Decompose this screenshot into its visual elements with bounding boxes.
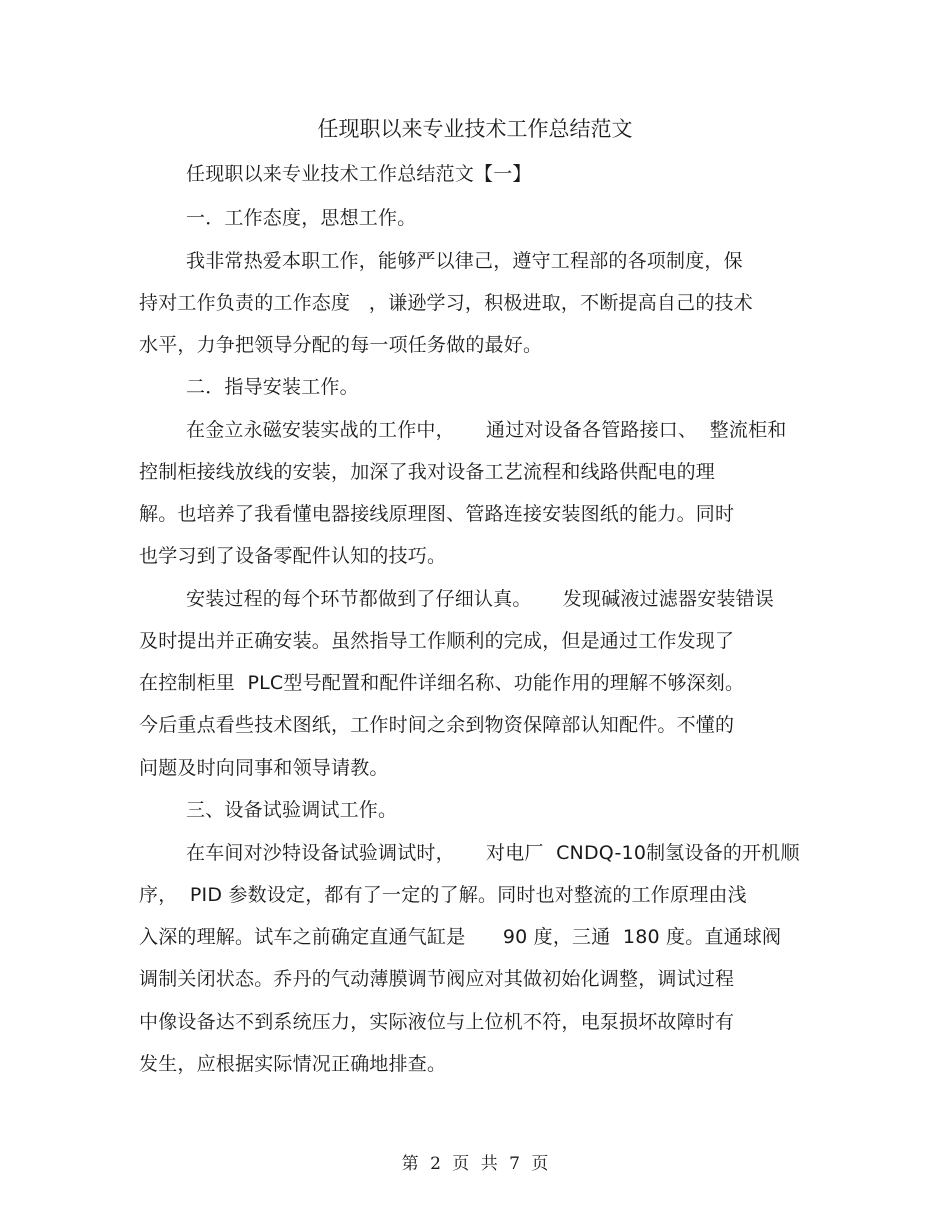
- subheading-attitude: 一．工作态度，思想工作。: [186, 207, 417, 229]
- paragraph-line: 在车间对沙特设备试验调试时， 对电厂 CNDQ-10制氢设备的开机顺: [186, 842, 800, 864]
- paragraph-line: 问题及时向同事和领导请教。: [139, 757, 389, 779]
- paragraph-line: 序， PID 参数设定，都有了一定的了解。同时也对整流的工作原理由浅: [139, 884, 747, 906]
- paragraph-line: 解。也培养了我看懂电器接线原理图、管路连接安装图纸的能力。同时: [139, 503, 735, 525]
- paragraph-line: 安装过程的每个环节都做到了仔细认真。 发现碱液过滤器安装错误: [186, 588, 774, 610]
- paragraph-line: 水平，力争把领导分配的每一项任务做的最好。: [139, 334, 543, 356]
- paragraph-line: 控制柜接线放线的安装，加深了我对设备工艺流程和线路供配电的理: [139, 461, 716, 483]
- subheading-install: 二．指导安装工作。: [186, 376, 359, 398]
- paragraph-line: 今后重点看些技术图纸，工作时间之余到物资保障部认知配件。不懂的: [139, 714, 735, 736]
- paragraph-line: 持对工作负责的工作态度 ，谦逊学习，积极进取，不断提高自己的技术: [139, 292, 753, 314]
- paragraph-line: 在金立永磁安装实战的工作中， 通过对设备各管路接口、 整流柜和: [186, 419, 787, 441]
- page-footer: 第 2 页 共 7 页: [401, 1154, 549, 1174]
- paragraph-line: 发生，应根据实际情况正确地排查。: [139, 1053, 447, 1075]
- paragraph-line: 中像设备达不到系统压力，实际液位与上位机不符，电泵损坏故障时有: [139, 1011, 735, 1033]
- paragraph-line: 在控制柜里 PLC型号配置和配件详细名称、功能作用的理解不够深刻。: [139, 672, 745, 694]
- paragraph-line: 我非常热爱本职工作，能够严以律己，遵守工程部的各项制度，保: [186, 250, 743, 272]
- paragraph-line: 也学习到了设备零配件认知的技巧。: [139, 545, 447, 567]
- subheading-testing: 三、设备试验调试工作。: [186, 799, 398, 821]
- paragraph-line: 调制关闭状态。乔丹的气动薄膜调节阀应对其做初始化调整，调试过程: [139, 968, 735, 990]
- paragraph-line: 及时提出并正确安装。虽然指导工作顺利的完成，但是通过工作发现了: [139, 630, 735, 652]
- paragraph-line: 入深的理解。试车之前确定直通气缸是 90 度，三通 180 度。直通球阀: [139, 926, 782, 948]
- section-heading-1: 任现职以来专业技术工作总结范文【一】: [186, 163, 532, 185]
- page-title: 任现职以来专业技术工作总结范文: [317, 117, 633, 141]
